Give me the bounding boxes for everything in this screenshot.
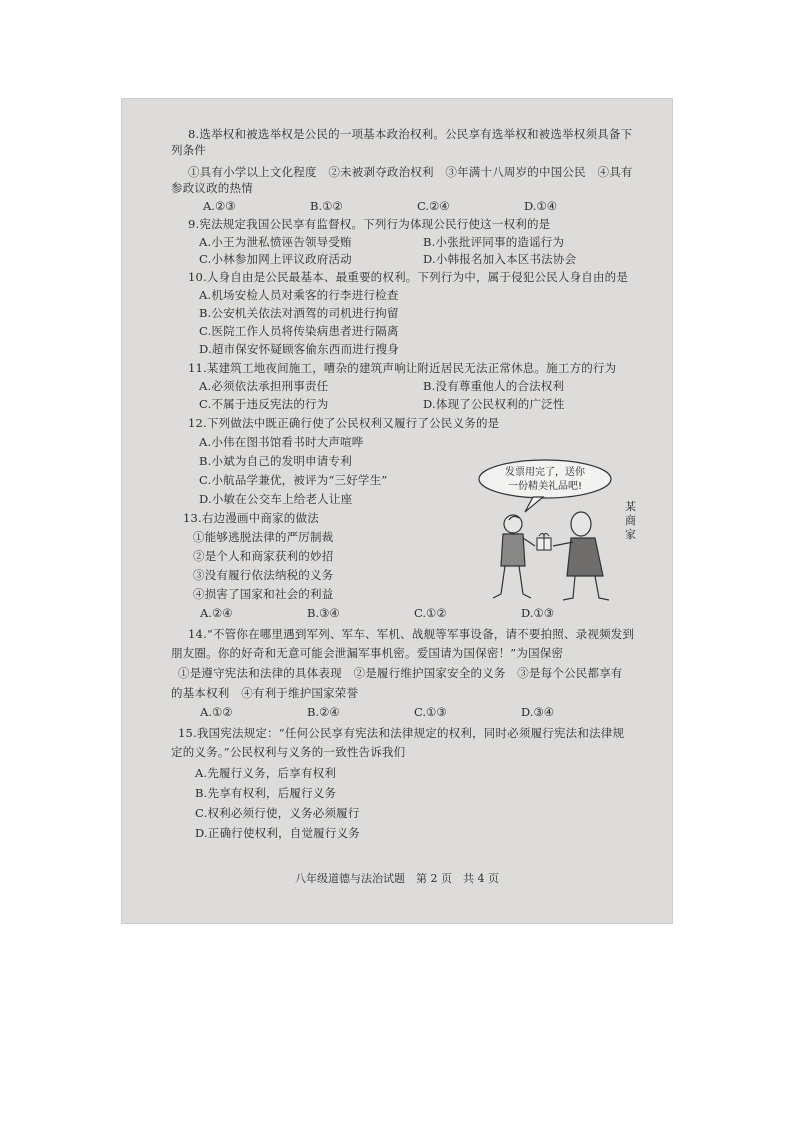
q8-option-c: C.②④ (417, 199, 450, 213)
q10-option-a: A.机场安检人员对乘客的行李进行检查 (199, 288, 399, 302)
speech-bubble (479, 460, 611, 498)
page-footer: 八年级道德与法治试题 第 2 页 共 4 页 (295, 872, 499, 885)
q14-option-d: D.③④ (521, 705, 555, 719)
q13-item-2: ②是个人和商家获利的妙招 (193, 549, 334, 563)
merchant-cartoon (477, 458, 647, 603)
q13-item-1: ①能够逃脱法律的严厉制裁 (193, 530, 334, 544)
q12-option-d: D.小敏在公交车上给老人让座 (199, 492, 353, 506)
q12-option-b: B.小斌为自己的发明申请专利 (199, 454, 352, 468)
q11-option-b: B.没有尊重他人的合法权利 (423, 379, 565, 393)
merchant-figure (553, 512, 609, 600)
q15-option-c: C.权利必须行使，义务必须履行 (195, 806, 360, 820)
q14-line1: 14.“不管你在哪里遇到军列、军车、军机、战舰等军事设备，请不要拍照、录视频发到 (188, 627, 635, 641)
q13-option-c: C.①② (414, 606, 447, 620)
q14-option-b: B.②④ (307, 705, 340, 719)
q13-item-3: ③没有履行依法纳税的义务 (193, 568, 334, 582)
q14-line4: 的基本权利 ④有利于维护国家荣誉 (171, 686, 359, 700)
bubble-line2: 一份精美礼品吧! (507, 481, 583, 492)
customer-figure (493, 515, 535, 598)
q11-option-c: C.不属于违反宪法的行为 (199, 397, 329, 411)
q8-items-line1: ①具有小学以上文化程度 ②未被剥夺政治权利 ③年满十八周岁的中国公民 ④具有 (188, 165, 633, 179)
q12-stem: 12.下列做法中既正确行使了公民权利又履行了公民义务的是 (188, 416, 500, 430)
q13-item-4: ④损害了国家和社会的利益 (193, 587, 334, 601)
q15-option-a: A.先履行义务，后享有权利 (195, 766, 337, 780)
q13-option-b: B.③④ (307, 606, 340, 620)
q8-option-d: D.①④ (524, 199, 558, 213)
q15-option-d: D.正确行使权利，自觉履行义务 (195, 826, 360, 840)
merchant-tag-2: 商 (625, 514, 636, 527)
q13-options (200, 605, 628, 621)
q8-option-b: B.①② (310, 199, 343, 213)
q9-option-b: B.小张批评同事的造谣行为 (423, 235, 565, 249)
gift-box-icon (537, 533, 551, 550)
q10-option-b: B.公安机关依法对酒驾的司机进行拘留 (199, 306, 399, 320)
q11-option-a: A.必须依法承担刑事责任 (199, 379, 329, 393)
q8-stem-line1: 8.选举权和被选举权是公民的一项基本政治权利。公民享有选举权和被选举权须具备下 (188, 127, 633, 141)
q10-option-c: C.医院工作人员将传染病患者进行隔离 (199, 324, 399, 338)
q13-option-a: A.②④ (200, 606, 233, 620)
q9-option-d: D.小韩报名加入本区书法协会 (423, 252, 577, 266)
q13-stem: 13.右边漫画中商家的做法 (183, 511, 319, 525)
q8-options (203, 198, 631, 214)
q14-line2: 朋友圈。你的好奇和无意可能会泄漏军事机密。爱国请为国保密！”为国保密 (171, 646, 564, 660)
q14-line3: ①是遵守宪法和法律的具体表现 ②是履行维护国家安全的义务 ③是每个公民都享有 (178, 666, 623, 680)
q14-option-a: A.①② (200, 705, 233, 719)
q15-line1: 15.我国宪法规定：“任何公民享有宪法和法律规定的权利，同时必须履行宪法和法律规 (178, 726, 625, 740)
q8-items-line2: 参政议政的热情 (171, 181, 253, 195)
exam-page (121, 98, 673, 924)
speech-bubble-tail (525, 497, 543, 512)
q13-option-d: D.①③ (521, 606, 555, 620)
q9-stem: 9.宪法规定我国公民享有监督权。下列行为体现公民行使这一权利的是 (188, 217, 551, 231)
q8-option-a: A.②③ (203, 199, 236, 213)
q9-option-a: A.小王为泄私愤诬告领导受贿 (199, 235, 352, 249)
q12-option-a: A.小伟在图书馆看书时大声喧哗 (199, 435, 364, 449)
q15-line2: 定的义务。”公民权利与义务的一致性告诉我们 (171, 745, 406, 759)
q11-option-d: D.体现了公民权利的广泛性 (423, 397, 565, 411)
q11-stem: 11.某建筑工地夜间施工，嘈杂的建筑声响让附近居民无法正常休息。施工方的行为 (188, 361, 617, 375)
q12-option-c: C.小航品学兼优，被评为“三好学生” (199, 473, 388, 487)
q9-option-c: C.小林参加网上评议政府活动 (199, 252, 352, 266)
q10-stem: 10.人身自由是公民最基本、最重要的权利。下列行为中，属于侵犯公民人身自由的是 (188, 270, 629, 284)
q14-option-c: C.①③ (414, 705, 447, 719)
merchant-tag-3: 家 (625, 528, 636, 541)
bubble-line1: 发票用完了，送你 (505, 467, 585, 478)
q15-option-b: B.先享有权利，后履行义务 (195, 786, 337, 800)
q14-options (200, 704, 628, 720)
q10-option-d: D.超市保安怀疑顾客偷东西而进行搜身 (199, 342, 400, 356)
q8-stem-line2: 列条件 (171, 143, 207, 157)
merchant-tag-1: 某 (625, 500, 636, 513)
